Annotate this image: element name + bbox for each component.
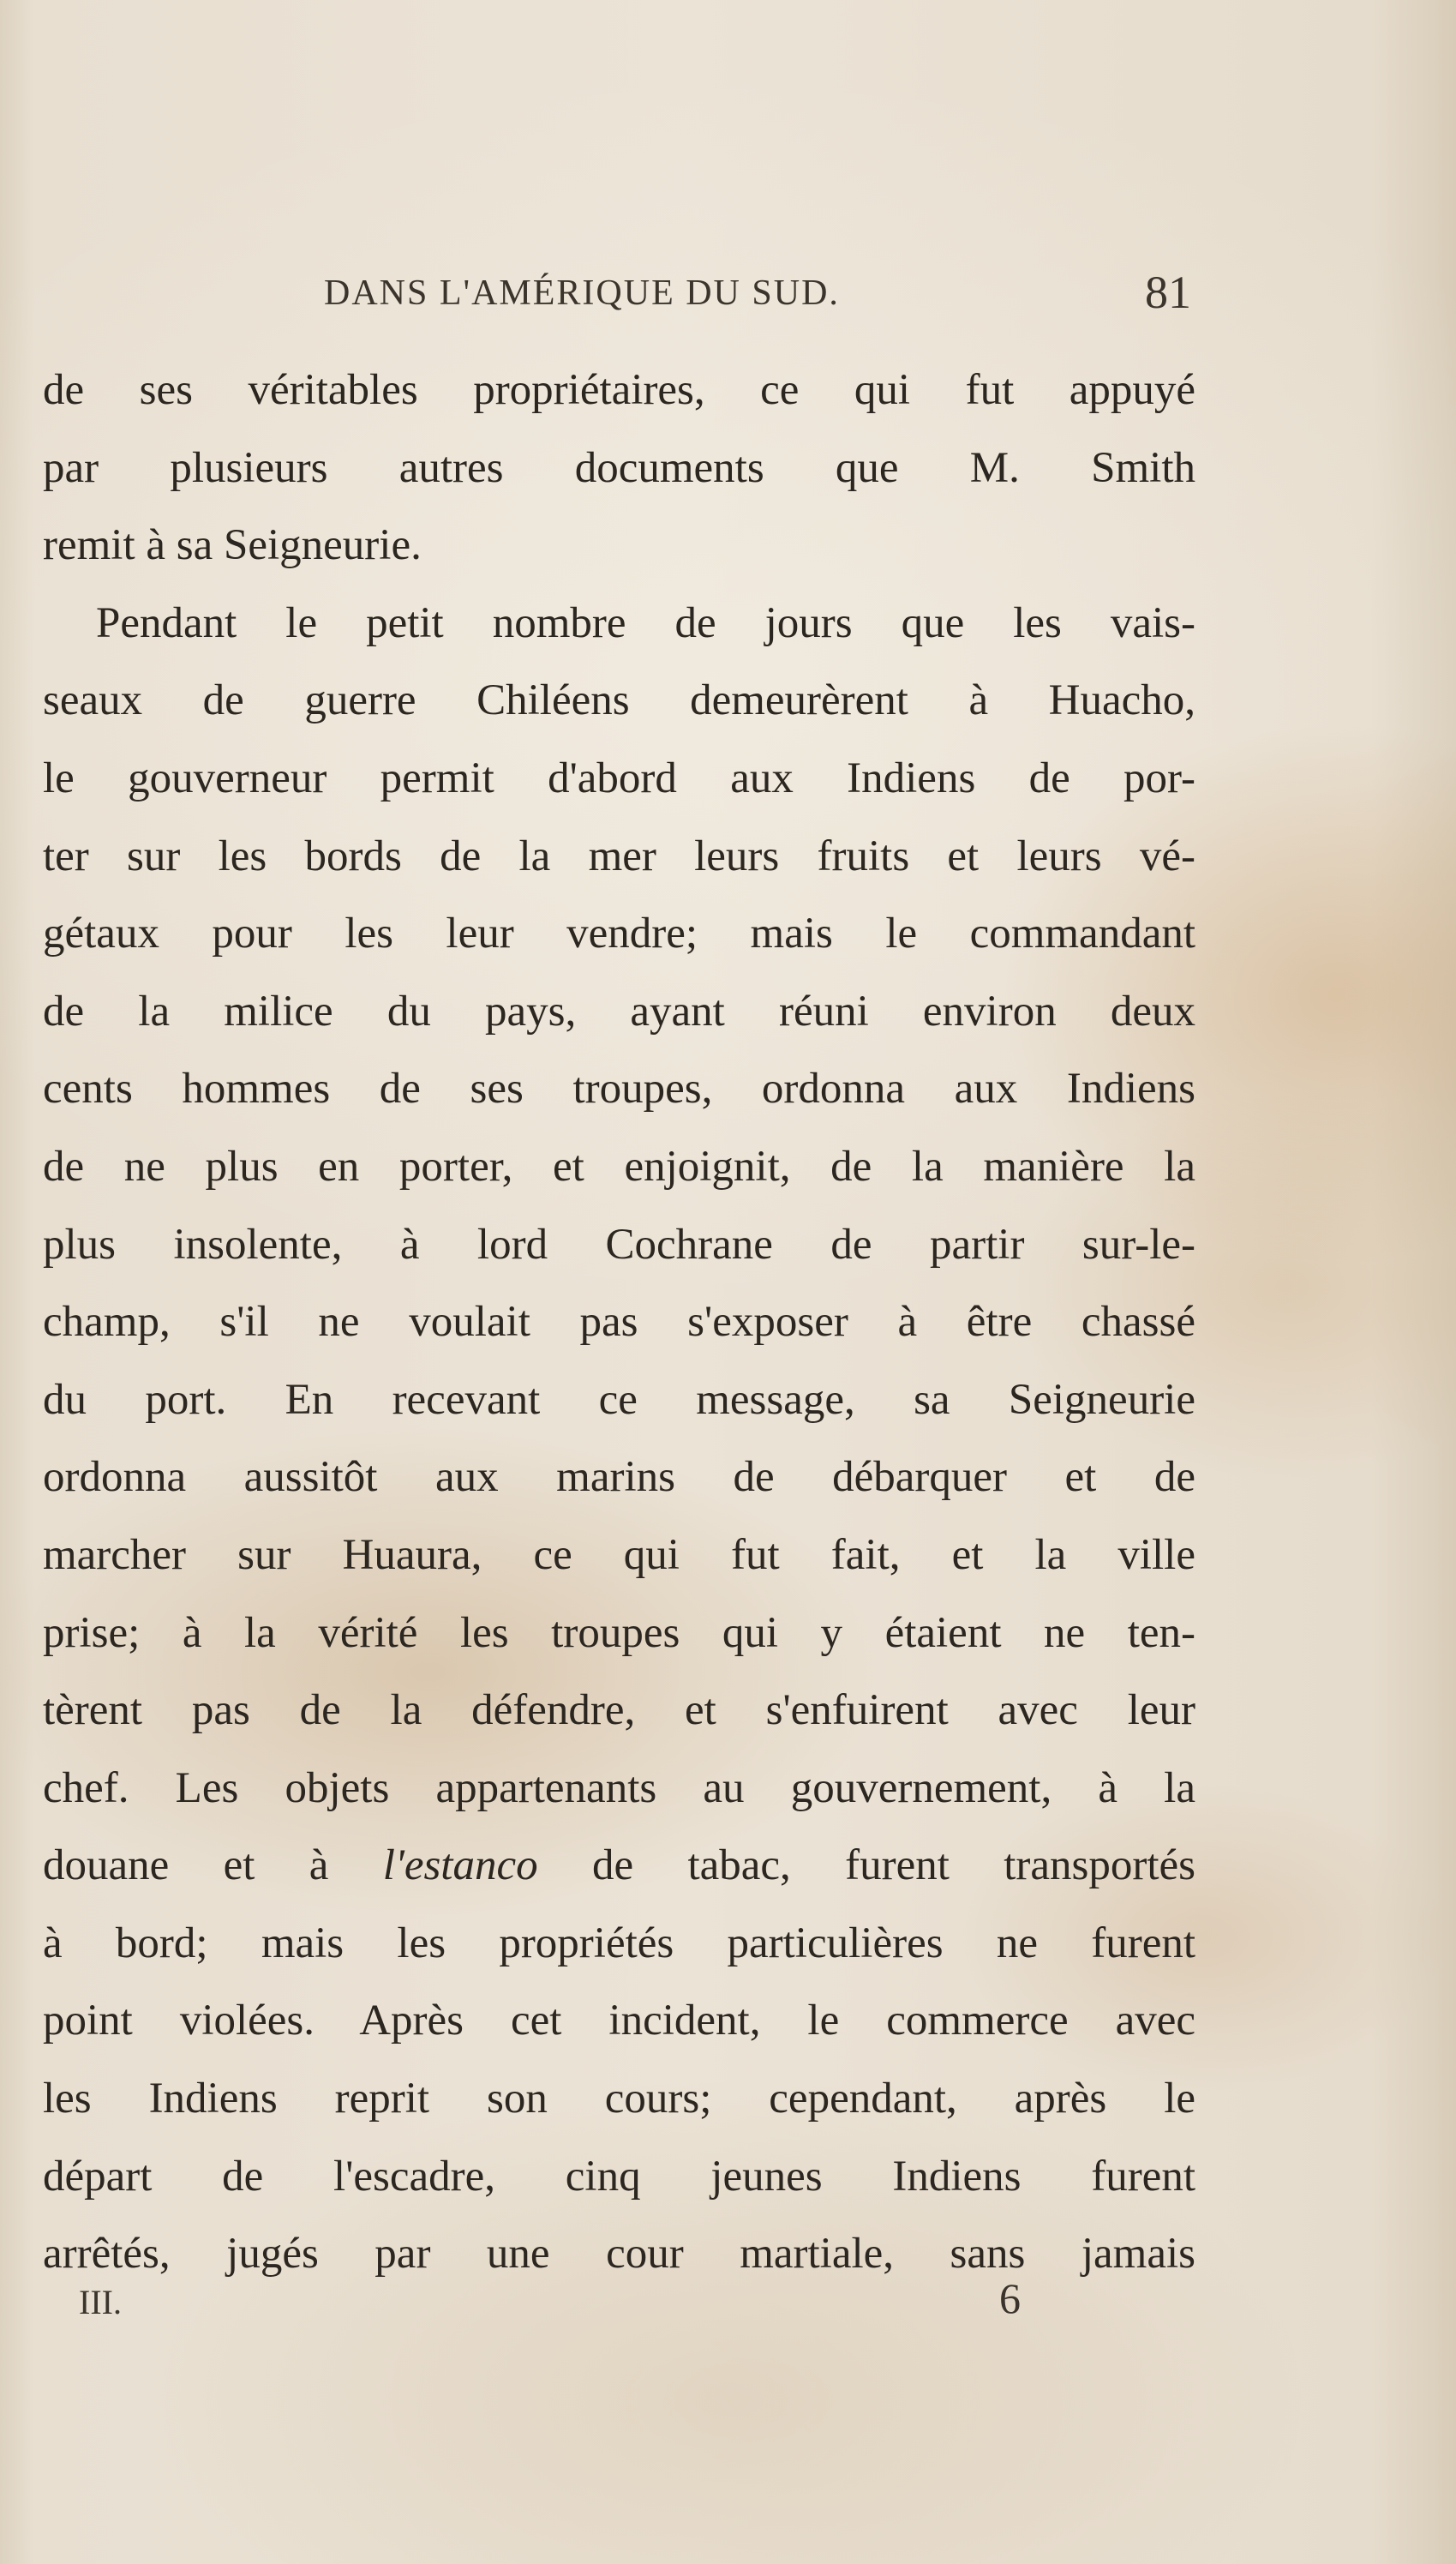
text-line: champ, s'il ne voulait pas s'exposer à être chassé xyxy=(43,1298,1195,1347)
text-line: ordonna aussitôt aux marins de débarquer et de xyxy=(43,1453,1195,1502)
text-line: par plusieurs autres documents que M. Smith xyxy=(43,443,1195,492)
body-text xyxy=(43,351,1195,2293)
italic-term: l'estanco xyxy=(382,1841,538,1890)
text-run: douane et à xyxy=(43,1841,383,1890)
sheet-number: 6 xyxy=(999,2274,1021,2322)
text-line: point violées. Après cet incident, le commerce avec xyxy=(43,1997,1195,2045)
text-line: seaux de guerre Chiléens demeurèrent à Huacho, xyxy=(43,676,1195,725)
text-line: les Indiens reprit son cours; cependant, après le xyxy=(43,2075,1195,2123)
text-line: ter sur les bords de la mer leurs fruits et leurs vé- xyxy=(43,832,1195,880)
text-line xyxy=(43,1827,1195,1905)
text-line: à bord; mais les propriétés particulières ne furent xyxy=(43,1918,1195,1967)
text-line: plus insolente, à lord Cochrane de partir sur-le- xyxy=(43,1220,1195,1269)
text-line: cents hommes de ses troupes, ordonna aux Indiens xyxy=(43,1065,1195,1114)
text-line: de ses véritables propriétaires, ce qui fut appuyé xyxy=(43,366,1195,414)
text-line: tèrent pas de la défendre, et s'enfuirent avec leur xyxy=(43,1686,1195,1735)
page-number: 81 xyxy=(1145,267,1191,318)
text-line: gétaux pour les leur vendre; mais le commandant xyxy=(43,910,1195,958)
text-line: le gouverneur permit d'abord aux Indiens de por- xyxy=(43,754,1195,802)
text-line: remit à sa Seigneurie. xyxy=(43,521,422,570)
text-line: Pendant le petit nombre de jours que les vais- xyxy=(96,598,1195,647)
text-line: chef. Les objets appartenants au gouvernement, à la xyxy=(43,1763,1195,1812)
signature-mark: III. xyxy=(79,2283,122,2321)
text-run: de tabac, furent transportés xyxy=(537,1841,1195,1890)
text-line: de la milice du pays, ayant réuni environ deux xyxy=(43,987,1195,1036)
text-line: marcher sur Huaura, ce qui fut fait, et la ville xyxy=(43,1530,1195,1579)
text-line: de ne plus en porter, et enjoignit, de la manière la xyxy=(43,1142,1195,1191)
text-line: du port. En recevant ce message, sa Seigneurie xyxy=(43,1375,1195,1424)
text-line: départ de l'escadre, cinq jeunes Indiens furent xyxy=(43,2152,1195,2201)
text-line: arrêtés, jugés par une cour martiale, sans jamais xyxy=(43,2230,1195,2279)
text-line: prise; à la vérité les troupes qui y étaient ne ten- xyxy=(43,1608,1195,1657)
running-head: DANS L'AMÉRIQUE DU SUD. xyxy=(324,273,840,313)
